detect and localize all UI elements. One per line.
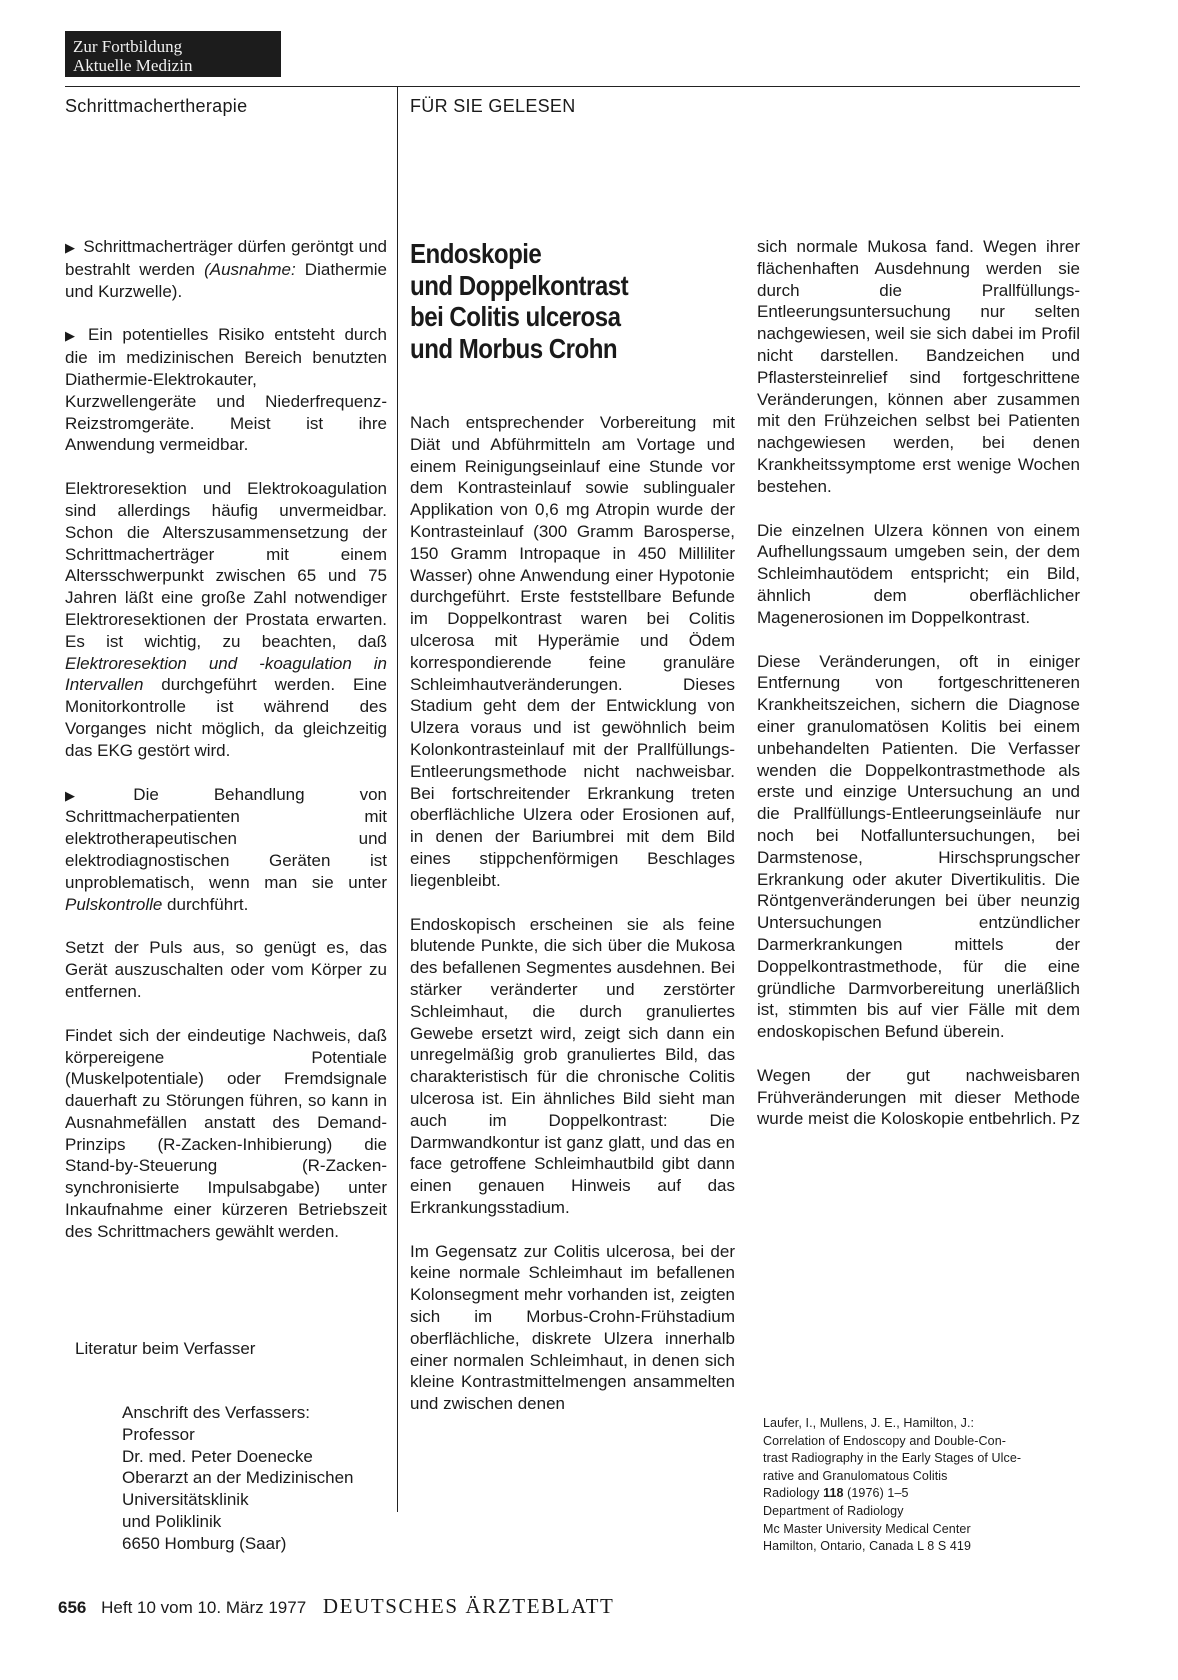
reference-line: Correlation of Endoscopy and Double-Con-	[763, 1433, 1007, 1448]
column-divider	[397, 86, 398, 1512]
emphasis: Pulskontrolle	[65, 894, 163, 914]
title-line: Endoskopie	[410, 238, 542, 269]
address-line: 6650 Homburg (Saar)	[122, 1533, 287, 1553]
left-paragraph-6: Findet sich der eindeutige Nachweis, daß körpereigene Potentiale (Muskelpotentiale) oder Fremdsignale dauerhaft zu Störungen führen, so kann in Ausnahmefällen anstatt des Demand-Prinzips (R-Zacken-Inhibierung) die Stand-by-Steuerung (R-Zacken-synchronisierte Impulsabgabe) unter Inkaufnahme einer kürzeren Betriebszeit des Schrittmachers gewählt werden.	[65, 1025, 387, 1241]
left-paragraph-2: ▶ Ein potentielles Risiko entsteht durch die im medizinischen Bereich benutzten Diathermie-Elektrokauter, Kurzwellengeräte und Niederfrequenz-Reizstromgeräte. Meist ist ihre Anwendung vermeidbar.	[65, 324, 387, 456]
section-label-left: Schrittmachertherapie	[65, 96, 248, 116]
left-column	[65, 236, 387, 1265]
reference-line: Laufer, I., Mullens, J. E., Hamilton, J.:	[763, 1416, 975, 1430]
reference-line	[763, 1485, 1073, 1503]
reference-line: Mc Master University Medical Center	[763, 1521, 971, 1536]
section-label-right: FÜR SIE GELESEN	[410, 96, 576, 116]
text-span: Diathermie und Kurzwelle).	[65, 259, 388, 301]
text-span: Schrittmacherträger dürfen geröntgt und bestrahlt werden	[65, 237, 388, 279]
left-paragraph-4	[65, 784, 387, 916]
masthead-badge	[65, 31, 281, 77]
reference-block	[763, 1415, 1073, 1556]
right-paragraph-4	[757, 1065, 1080, 1130]
right-paragraph-3: Diese Veränderungen, oft in einiger Entfernung von fortgeschritteneren Krankheitszeichen, sichern die Diagnose einer granulomatösen Kolitis bei einem unbehandelten Patienten. Die Verfasser wenden die Doppelkontrastmethode als erste und einzige Untersuchung an und die Prallfüllungs-Entleerungseinläufe nur noch bei Notfalluntersuchungen, bei Darmstenose, Hirschsprungscher Erkrankung oder akuter Divertikulitis. Die Röntgenveränderungen bei über neunzig Untersuchungen entzündlicher Darmerkrankungen mittels der Doppelkontrastmethode, für die eine gründliche Darmvorbereitung unerläßlich ist, stimmten bis auf vier Fälle mit dem endoskopischen Befund überein.	[757, 651, 1080, 1042]
author-address	[122, 1402, 354, 1555]
article-title	[410, 238, 685, 364]
masthead-line-1: Zur Fortbildung	[73, 37, 183, 56]
journal-name: DEUTSCHES ÄRZTEBLATT	[322, 1594, 615, 1618]
masthead-line-2: Aktuelle Medizin	[73, 56, 193, 75]
text-span: Radiology	[763, 1486, 824, 1501]
header-rule	[65, 86, 1080, 87]
address-line: Anschrift des Verfassers:	[122, 1403, 311, 1422]
left-paragraph-3	[65, 478, 387, 761]
right-column	[757, 236, 1080, 1152]
address-line: Professor	[122, 1424, 195, 1444]
text-span: Elektroresektion und Elektrokoagulation sind allerdings häufig unvermeidbar. Schon die Alterszusammensetzung der Schrittmacherträger mit einem Altersschwerpunkt zwischen 65 und 75 Jahren läßt eine große Zahl notwendiger Elektroresektionen der Prostata erwarten. Es ist wichtig, zu beachten, daß	[65, 479, 387, 651]
address-line: und Poliklinik	[122, 1511, 222, 1531]
emphasis: Elektroresektion und -koagulation in Intervallen	[65, 653, 387, 695]
reference-line: Hamilton, Ontario, Canada L 8 S 419	[763, 1539, 972, 1554]
title-line: und Doppelkontrast	[410, 269, 629, 301]
right-paragraph-2: Die einzelnen Ulzera können von einem Aufhellungssaum umgeben sein, der dem Schleimhautödem entspricht; ein Bild, ähnlich dem oberflächlicher Magenerosionen im Doppelkontrast.	[757, 520, 1080, 627]
reference-line: Department of Radiology	[763, 1503, 904, 1518]
title-line: bei Colitis ulcerosa	[410, 301, 621, 332]
text-span: Die Behandlung von Schrittmacherpatienten mit elektrotherapeutischen und elektrodiagnostischen Geräten ist unproblematisch, wenn man sie unter	[65, 784, 387, 892]
left-paragraph-5: Setzt der Puls aus, so genügt es, das Gerät auszuschalten oder vom Körper zu entfernen.	[65, 938, 387, 1001]
author-signature: Pz	[1060, 1109, 1080, 1129]
page-footer	[58, 1594, 614, 1619]
reference-line: rative and Granulomatous Colitis	[763, 1468, 948, 1483]
address-line: Dr. med. Peter Doenecke	[122, 1446, 313, 1466]
text-span: (1976) 1–5	[843, 1486, 909, 1501]
middle-paragraph-1: Nach entsprechender Vorbereitung mit Diät und Abführmitteln am Vortage und einem Reinigungseinlauf eine Stunde vor dem Kontrasteinlauf sowie sublingualer Applikation von 0,6 mg Atropin wurde der Kontrasteinlauf (300 Gramm Barosperse, 150 Gramm Intropaque in 450 Milliliter Wasser) ohne Anwendung einer Hypotonie durchgeführt. Erste feststellbare Befunde im Doppelkontrast waren bei Colitis ulcerosa mit Hyperämie und Ödem korrespondierende feine granuläre Schleimhautveränderungen. Dieses Stadium geht dem der Entwicklung von Ulzera voraus und ist gewöhnlich beim Kolonkontrasteinlauf mit der Prallfüllungs-Entleerungsmethode nicht nachweisbar. Bei fortschreitender Erkrankung treten oberflächliche Ulzera oder Erosionen auf, in denen der Bariumbrei mit dem Bild eines stippchenförmigen Beschlages liegenbleibt.	[410, 413, 735, 890]
reference-line: trast Radiography in the Early Stages of Ulce-	[763, 1451, 1022, 1466]
middle-column	[410, 412, 735, 1437]
middle-paragraph-3: Im Gegensatz zur Colitis ulcerosa, bei der keine normale Schleimhaut im befallenen Kolonsegment mehr vorhanden ist, zeigten sich im Morbus-Crohn-Frühstadium oberflächliche, diskrete Ulzera innerhalb einer normalen Schleimhaut, in denen sich kleine Kontrastmittelmengen ansammelten und zwischen denen	[410, 1241, 735, 1414]
emphasis: (Ausnahme:	[204, 259, 296, 279]
address-line: Oberarzt an der Medizinischen	[122, 1468, 354, 1488]
text-span: Wegen der gut nachweisbaren Frühveränderungen mit dieser Methode wurde meist die Koloskopie entbehrlich.	[757, 1065, 1080, 1129]
right-paragraph-1: sich normale Mukosa fand. Wegen ihrer flächenhaften Ausdehnung werden sie durch die Prallfüllungs-Entleerungsuntersuchung nur selten nachgewiesen, weil sie sich dabei im Profil nicht darstellen. Bandzeichen und Pflastersteinrelief sind fortgeschrittene Veränderungen, können aber zusammen mit den Frühzeichen selbst bei Patienten nachgewiesen werden, bei denen Krankheitssymptome erst wenige Wochen bestehen.	[757, 237, 1080, 496]
left-paragraph-1	[65, 236, 387, 302]
volume-number: 118	[823, 1486, 844, 1501]
address-line: Universitätsklinik	[122, 1490, 249, 1510]
title-line: und Morbus Crohn	[410, 332, 618, 364]
page-number: 656	[58, 1598, 87, 1617]
literature-note: Literatur beim Verfasser	[75, 1339, 256, 1358]
text-span: durchgeführt werden. Eine Monitorkontrolle ist während des Vorganges nicht möglich, da gleichzeitig das EKG gestört wird.	[65, 675, 387, 760]
middle-paragraph-2: Endoskopisch erscheinen sie als feine blutende Punkte, die sich über die Mukosa des befallenen Segmentes ausdehnen. Bei stärker veränderter und zerstörter Schleimhaut, die durch granuliertes Gewebe ersetzt wird, zeigt sich dann ein unregelmäßig grob granuliertes Bild, das charakteristisch für die chronische Colitis ulcerosa ist. Ein ähnliches Bild sieht man auch im Doppelkontrast: Die Darmwandkontur ist ganz glatt, und das en face getroffene Schleimhautbild gibt dann einen genauen Hinweis auf das Erkrankungsstadium.	[410, 914, 735, 1217]
text-span: durchführt.	[162, 894, 249, 914]
issue-info: Heft 10 vom 10. März 1977	[101, 1598, 307, 1617]
